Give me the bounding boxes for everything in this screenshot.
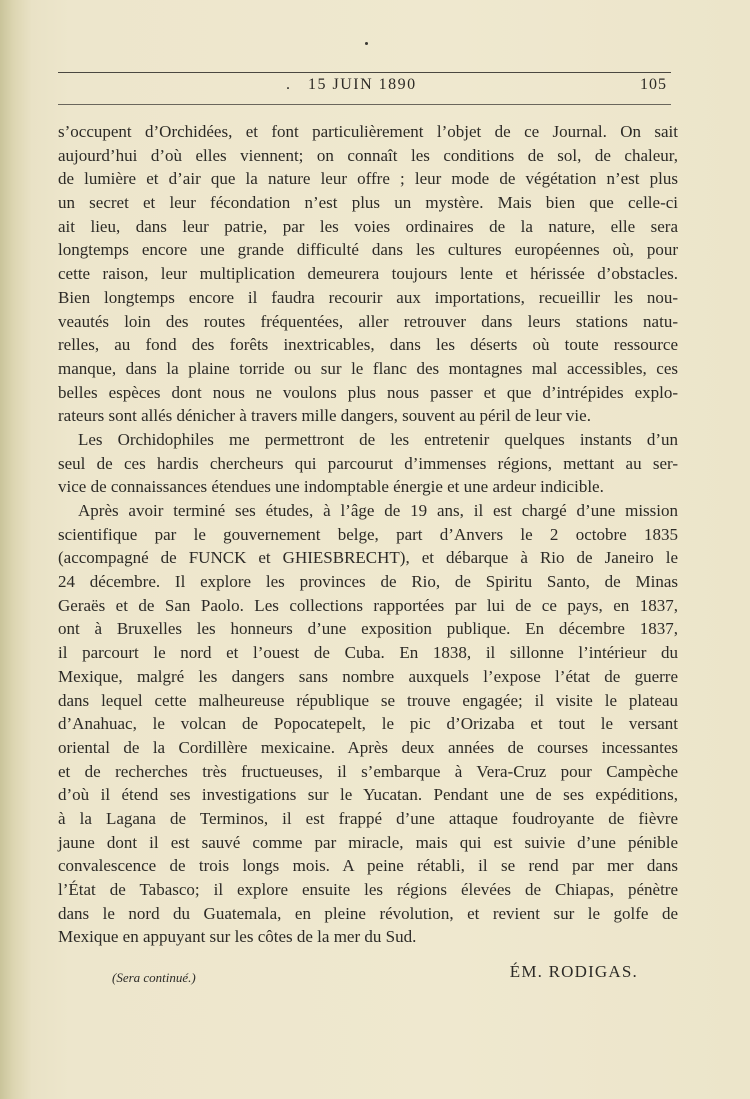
text-line: dans lequel cette malheureuse république se trouve engagée; il visite le plateau xyxy=(58,690,678,710)
text-line: dans le nord du Guatemala, en pleine révolution, et revient sur le golfe de xyxy=(58,903,678,923)
text-line: il parcourt le nord et l’ouest de Cuba. En 1838, il sillonne l’intérieur du xyxy=(58,643,678,663)
text-line: cette raison, leur multiplication demeurera toujours lente et hérissée d’obstacles. xyxy=(58,264,678,284)
top-ink-dot xyxy=(365,42,368,45)
body-text xyxy=(58,120,678,949)
header-rule-bottom xyxy=(58,104,671,105)
text-line: un secret et leur fécondation n’est plus un mystère. Mais bien que celle-ci xyxy=(58,193,678,213)
text-line: Les Orchidophiles me permettront de les entretenir quelques instants d’un xyxy=(78,429,678,449)
continued-note: (Sera continué.) xyxy=(112,970,196,985)
text-line: d’Anahuac, le volcan de Popocatepelt, le pic d’Orizaba et tout le versant xyxy=(58,714,678,734)
text-line: ait lieu, dans leur patrie, par les voies ordinaires de la nature, elle sera xyxy=(58,216,678,236)
text-line: 24 décembre. Il explore les provinces de Rio, de Spiritu Santo, de Minas xyxy=(58,572,678,592)
text-line: longtemps encore une grande difficulté dans les cultures européennes où, pour xyxy=(58,240,678,260)
running-header xyxy=(58,76,671,100)
author-signature: ÉM. RODIGAS. xyxy=(509,962,638,981)
text-line: seul de ces hardis chercheurs qui parcourut d’immenses régions, mettant au ser- xyxy=(58,453,678,473)
text-line: rateurs sont allés dénicher à travers mille dangers, souvent au péril de leur vie. xyxy=(58,406,591,426)
text-line: d’où il étend ses investigations sur le Yucatan. Pendant une de ses expéditions, xyxy=(58,785,678,805)
text-line: veautés loin des routes fréquentées, aller retrouver dans leurs stations natu- xyxy=(58,311,678,331)
header-dot: . xyxy=(286,76,291,93)
header-date: 15 JUIN 1890 xyxy=(308,76,417,93)
text-line: vice de connaissances étendues une indomptable énergie et une ardeur indicible. xyxy=(58,477,604,497)
text-line: ont à Bruxelles les honneurs d’une exposition publique. En décembre 1837, xyxy=(58,619,678,639)
article-footer xyxy=(58,962,678,992)
text-line: Bien longtemps encore il faudra recourir aux importations, recueillir les nou- xyxy=(58,287,678,307)
text-line: belles espèces dont nous ne voulons plus nous passer et que d’intrépides explo- xyxy=(58,382,678,402)
text-line: à la Lagana de Terminos, il est frappé d’une attaque foudroyante de fièvre xyxy=(58,808,678,828)
page-number: 105 xyxy=(640,76,667,93)
text-line: l’État de Tabasco; il explore ensuite les régions élevées de Chiapas, pénètre xyxy=(58,880,678,899)
text-line: aujourd’hui d’où elles viennent; on connaît les conditions de sol, de chaleur, xyxy=(58,145,678,165)
text-line: Mexique, malgré les dangers sans nombre auxquels l’expose l’état de guerre xyxy=(58,666,678,686)
text-line: scientifique par le gouvernement belge, part d’Anvers le 2 octobre 1835 xyxy=(58,524,678,544)
text-line: et de recherches très fructueuses, il s’embarque à Vera-Cruz pour Campèche xyxy=(58,761,678,781)
text-line: relles, au fond des forêts inextricables, dans les déserts où toute ressource xyxy=(58,335,678,355)
text-line: manque, dans la plaine torride ou sur le flanc des montagnes mal accessibles, ces xyxy=(58,358,678,378)
text-line: convalescence de trois longs mois. A peine rétabli, il se rend par mer dans xyxy=(58,856,678,876)
text-line: jaune dont il est sauvé comme par miracle, mais qui est suivie d’une pénible xyxy=(58,832,678,852)
text-line: (accompagné de FUNCK et GHIESBRECHT), et débarque à Rio de Janeiro le xyxy=(58,548,678,568)
header-rule-top xyxy=(58,72,671,73)
text-line: oriental de la Cordillère mexicaine. Après deux années de courses incessantes xyxy=(58,737,678,757)
text-line: Mexique en appuyant sur les côtes de la mer du Sud. xyxy=(58,927,417,947)
text-line: Après avoir terminé ses études, à l’âge de 19 ans, il est chargé d’une mission xyxy=(78,501,678,520)
text-line: s’occupent d’Orchidées, et font particulièrement l’objet de ce Journal. On sait xyxy=(58,122,678,141)
text-line: de lumière et d’air que la nature leur offre ; leur mode de végétation n’est plus xyxy=(58,169,678,189)
text-line: Geraës et de San Paolo. Les collections rapportées par lui de ce pays, en 1837, xyxy=(58,595,678,615)
